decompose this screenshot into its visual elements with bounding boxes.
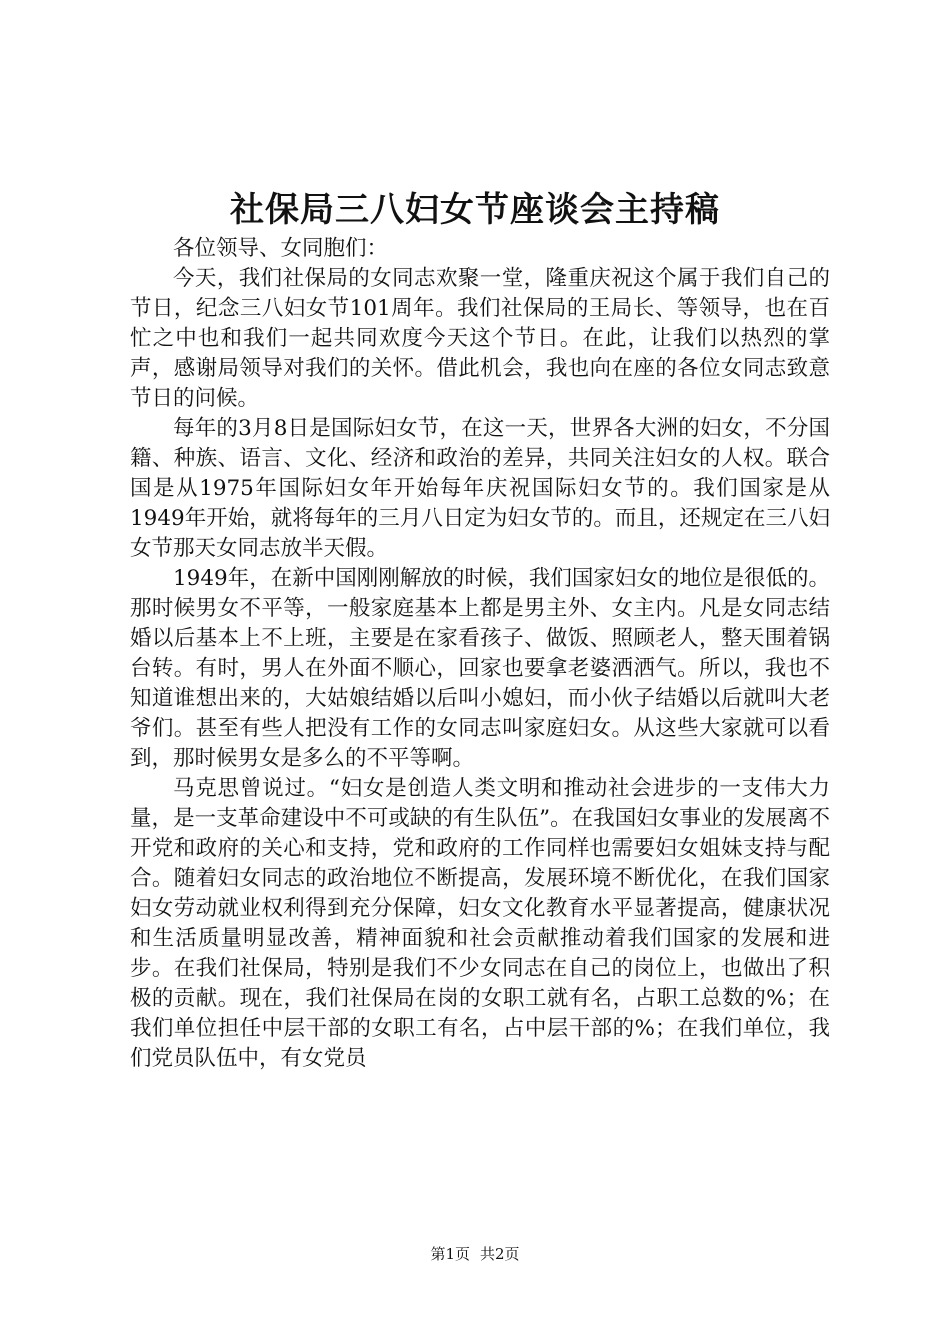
document-title: 社保局三八妇女节座谈会主持稿: [230, 190, 720, 230]
page-footer: [0, 1244, 950, 1264]
salutation-paragraph: 各位领导、女同胞们：: [173, 236, 389, 261]
body-paragraph: 每年的3月8日是国际妇女节，在这一天，世界各大洲的妇女，不分国籍、种族、语言、文化、经济和政治的差异，共同关注妇女的人权。联合国是从1975年国际妇女年开始每年庆祝国际妇女节的。我们国家是从1949年开始，就将每年的三月八日定为妇女节的。而且，还规定在三八妇女节那天女同志放半天假。: [130, 416, 830, 561]
body-paragraph: 马克思曾说过。“妇女是创造人类文明和推动社会进步的一支伟大力量，是一支革命建设中不可或缺的有生队伍”。在我国妇女事业的发展离不开党和政府的关心和支持，党和政府的工作同样也需要妇女姐妹支持与配合。随着妇女同志的政治地位不断提高，发展环境不断优化，在我们国家妇女劳动就业权利得到充分保障，妇女文化教育水平显著提高，健康状况和生活质量明显改善，精神面貌和社会贡献推动着我们国家的发展和进步。在我们社保局，特别是我们不少女同志在自己的岗位上，也做出了积极的贡献。现在，我们社保局在岗的女职工就有名，占职工总数的%；在我们单位担任中层干部的女职工有名，占中层干部的%；在我们单位，我们党员队伍中，有女党员: [130, 776, 830, 1071]
body-paragraph: 1949年，在新中国刚刚解放的时候，我们国家妇女的地位是很低的。那时候男女不平等，一般家庭基本上都是男主外、女主内。凡是女同志结婚以后基本上不上班，主要是在家看孩子、做饭、照顾老人，整天围着锅台转。有时，男人在外面不顺心，回家也要拿老婆洒洒气。所以，我也不知道谁想出来的，大姑娘结婚以后叫小媳妇，而小伙子结婚以后就叫大老爷们。甚至有些人把没有工作的女同志叫家庭妇女。从这些大家就可以看到，那时候男女是多么的不平等啊。: [130, 566, 830, 771]
body-paragraph: 今天，我们社保局的女同志欢聚一堂，隆重庆祝这个属于我们自己的节日，纪念三八妇女节101周年。我们社保局的王局长、等领导，也在百忙之中也和我们一起共同欢度今天这个节日。在此，让我们以热烈的掌声，感谢局领导对我们的关怀。借此机会，我也向在座的各位女同志致意节日的问候。: [130, 266, 830, 411]
page-number-total: 共2页: [480, 1245, 520, 1263]
page-number-current: 第1页: [430, 1245, 470, 1263]
document-body: [130, 234, 830, 1074]
